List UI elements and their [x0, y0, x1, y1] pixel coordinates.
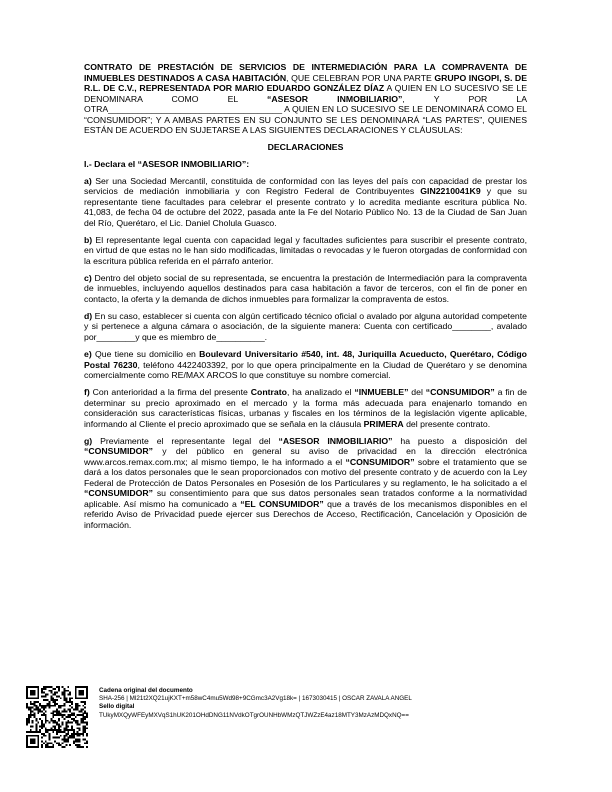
address-value: Boulevard Universitario #540, int. 48, Juriquilla Acueducto, Querétaro, Código Postal 76230 — [84, 349, 527, 370]
contract-title: CONTRATO DE PRESTACIÓN DE SERVICIOS DE INTERMEDIACIÓN PARA LA COMPRAVENTA DE INMUEBLES DESTINADOS A CASA HABITACIÓN — [84, 62, 527, 83]
intro-paragraph: CONTRATO DE PRESTACIÓN DE SERVICIOS DE INTERMEDIACIÓN PARA LA COMPRAVENTA DE INMUEBLES DESTINADOS A CASA HABITACIÓN, QUE CELEBRAN POR UNA PARTE GRUPO INGOPI, S. DE R.L. DE C.V., REPRESENTADA POR MARIO EDUARDO GONZÁLEZ DÍAZ A QUIEN EN LO SUCESIVO SE LE DENOMINARA COMO EL “ASESOR INMOBILIARIO”, Y POR LA OTRA____________________________________ A QUIEN EN LO SUCESIVO SE LE DENOMINARÁ COMO EL “CONSUMIDOR”; Y A AMBAS PARTES EN SU CONJUNTO SE LES DENOMINARÁ “LAS PARTES”, QUIENES ESTÁN DE ACUERDO EN SUJETARSE A LAS SIGUIENTES DECLARACIONES Y CLÁUSULAS: — [84, 62, 528, 135]
clause-b: b) El representante legal cuenta con capacidad legal y facultades suficientes para suscribir el presente contrato, en virtud de que estas no le han sido modificadas, limitadas o revocadas y le fueron otorgadas de conformidad con la escritura pública referida en el párrafo anterior. — [84, 234, 527, 266]
clause-g: g) Previamente el representante legal del “ASESOR INMOBILIARIO” ha puesto a disposición del “CONSUMIDOR” y del público en general su aviso de privacidad en la dirección electrónica www.arcos.remax.com.mx; al mismo tiempo, le ha informado a el “CONSUMIDOR” sobre el tratamiento que se dará a los datos personales que le sean proporcionados con motivo del presente contrato y de acuerdo con la Ley Federal de Protección de Datos Personales en Posesión de los Particulares y su reglamento, le ha solicitado a el “CONSUMIDOR” su consentimiento para que sus datos personales sean tratados conforme a la normatividad aplicable. Así mismo ha comunicado a “EL CONSUMIDOR” que a través de los mecanismos disponibles en el referido Aviso de Privacidad puede ejercer sus Derechos de Acceso, Rectificación, Cancelación y Oposición de información. — [84, 435, 527, 530]
sello-label: Sello digital — [99, 703, 135, 711]
clause-c: c) Dentro del objeto social de su representada, se encuentra la prestación de Intermediación para la compraventa de inmuebles, incluyendo aquellos destinados para casa habitación a favor de terceros, con el fin de poner en contacto, la oferta y la demanda de dichos inmuebles para formalizar la compraventa de estos. — [84, 272, 527, 304]
section-title: I.- Declara el “ASESOR INMOBILIARIO”: — [84, 158, 250, 169]
company-name: GRUPO INGOPI, S. DE R.L. DE C.V., REPRESENTADA POR MARIO EDUARDO GONZÁLEZ DÍAZ — [84, 72, 527, 93]
clause-a: a) Ser una Sociedad Mercantil, constituida de conformidad con las leyes del país con capacidad de prestar los servicios de mediación inmobiliaria y con Registro Federal de Contribuyentes GIN2210041K9 y que su representante tiene facultades para celebrar el presente contrato y lo acredita mediante escritura pública No. 41,083, de fecha 04 de octubre del 2022, pasada ante la Fe del Notario Público No. 13 de la Ciudad de San Juan del Río, Querétaro, el Lic. Daniel Cholula Guasco. — [84, 175, 527, 228]
rfc-value: GIN2210041K9 — [420, 186, 481, 197]
contract-body — [84, 62, 527, 537]
qr-code-icon — [26, 686, 88, 748]
cadena-label: Cadena original del documento — [99, 687, 193, 694]
clause-f: f) Con anterioridad a la firma del presente Contrato, ha analizado el “INMUEBLE” del “CONSUMIDOR” a fin de determinar su precio aproximado en el mercado y la forma más adecuada para enajenarlo tomando en consideración sus características físicas, urbanas y fiscales en los términos de la legislación vigente aplicable, informando al Cliente el precio aproximado que se señala en la cláusula PRIMERA del presente contrato. — [84, 387, 527, 429]
sello-value: TUkyMXQyWFEyMXVqS1hUK201OHdDNG11NVdkOTgrOUNHbWMzQTJWZzE4az18MTY3MzAzMDQxNQ== — [99, 711, 409, 719]
clause-d: d) En su caso, establecer si cuenta con algún certificado técnico oficial o avalado por alguna autoridad competente y si pertenece a alguna cámara o asociación, de la siguiente manera: Cuenta con certificado________, avalado por________y que es miembro de__________. — [84, 310, 527, 342]
clause-e: e) Que tiene su domicilio en Boulevard Universitario #540, int. 48, Juriquilla Acueducto, Querétaro, Código Postal 76230, teléfono 4422403392, por lo que opera principalmente en la Ciudad de Querétaro y se denomina comercialmente como RE/MAX ARCOS lo que constituye su nombre comercial. — [84, 349, 527, 381]
cadena-value: SHA-256 | Ml21t2XQ21ujKXT+m58wC4mu5Wd98+9CGmc3A2Vg18k= | 1673030415 | OSCAR ZAVALA ANGEL — [99, 695, 412, 703]
declaraciones-heading: DECLARACIONES — [267, 142, 344, 153]
signature-footer — [99, 687, 579, 720]
